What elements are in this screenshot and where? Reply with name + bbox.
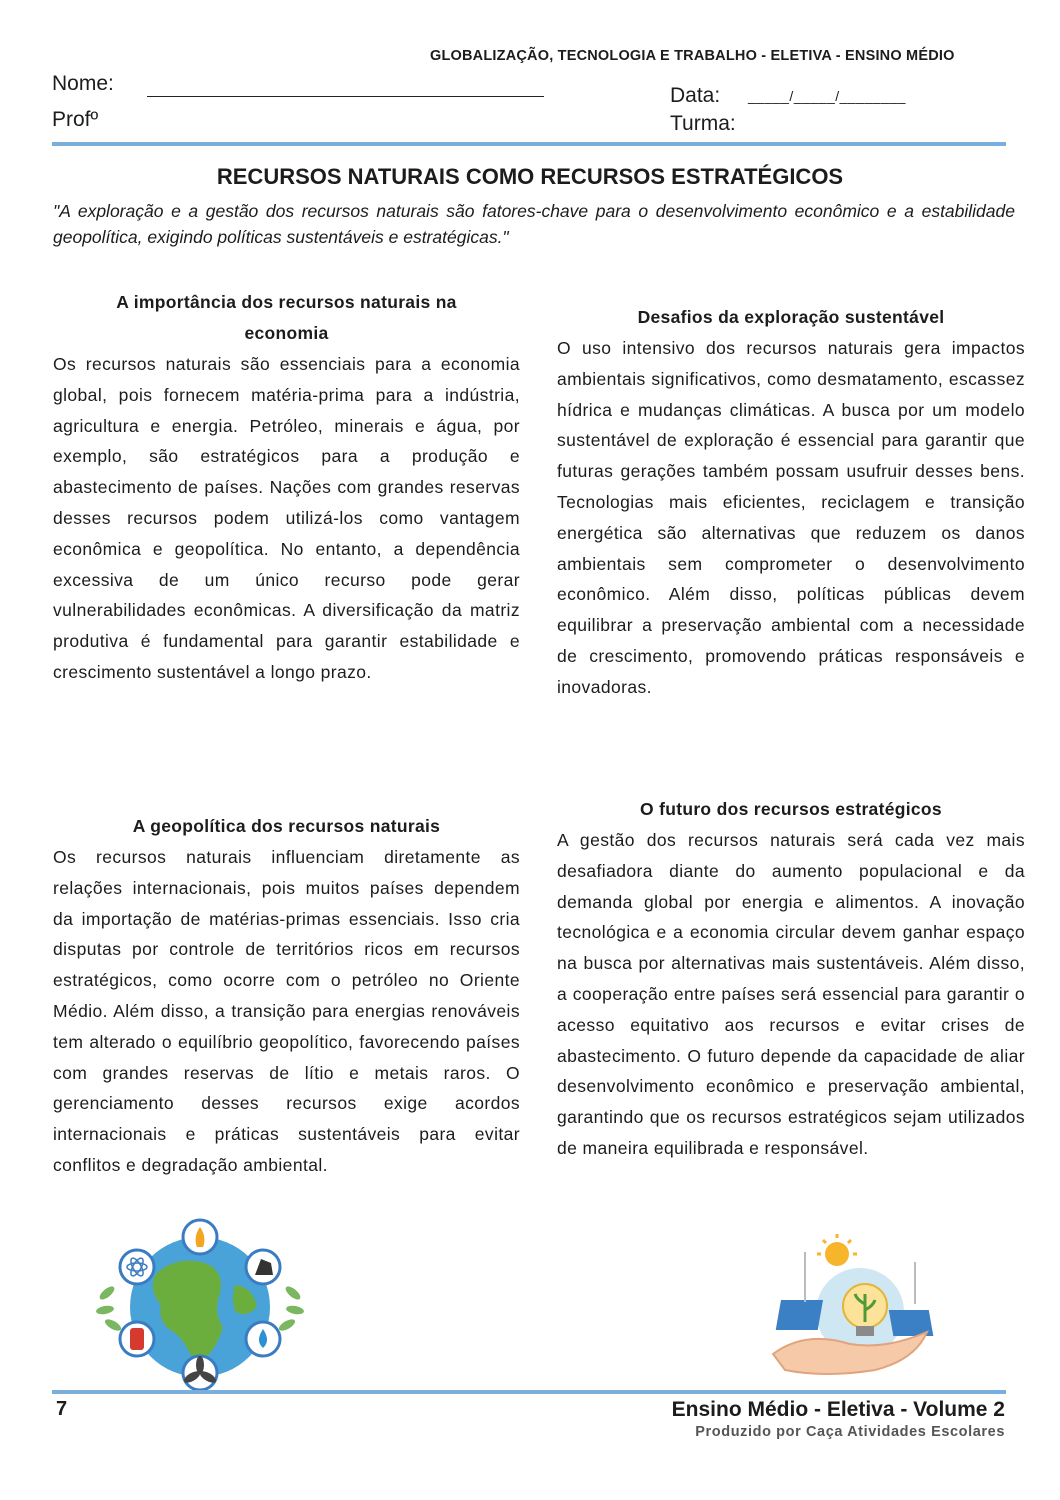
turma-label: Turma: xyxy=(670,112,736,135)
volume-label: Ensino Médio - Eletiva - Volume 2 xyxy=(671,1398,1005,1421)
prof-label: Profº xyxy=(52,108,99,131)
data-label: Data: xyxy=(670,84,721,107)
producer-credit: Produzido por Caça Atividades Escolares xyxy=(695,1424,1005,1440)
course-header: GLOBALIZAÇÃO, TECNOLOGIA E TRABALHO - ELETIVA - ENSINO MÉDIO xyxy=(430,48,955,64)
footer-divider xyxy=(52,1390,1006,1394)
header-divider xyxy=(52,142,1006,146)
section-title: A geopolítica dos recursos naturais xyxy=(132,816,441,836)
section-body: A gestão dos recursos naturais será cada vez mais desafiadora diante do aumento populacional e da demanda global por energia e alimentos. A inovação tecnológica e a economia circular devem ganhar espaço na busca por alternativas mais sustentáveis. Além disso, a cooperação entre países será essencial para garantir o acesso equitativo aos recursos e evitar crises de abastecimento. O futuro depende da capacidade de aliar desenvolvimento econômico e preservação ambiental, garantindo que os recursos estratégicos sejam utilizados de maneira equilibrada e responsável. xyxy=(557,830,1025,1158)
section-body: O uso intensivo dos recursos naturais gera impactos ambientais significativos, como desmatamento, escassez hídrica e mudanças climáticas. A busca por um modelo sustentável de exploração é essencial para garantir que futuras gerações também possam usufruir desses bens. Tecnologias mais eficientes, reciclagem e transição energética são alternativas que reduzem os danos ambientais sem comprometer o desenvolvimento econômico. Além disso, políticas públicas devem equilibrar a preservação ambiental com a necessidade de crescimento, promovendo práticas responsáveis e inovadoras. xyxy=(557,338,1025,697)
section-body: Os recursos naturais influenciam diretamente as relações internacionais, pois muitos países dependem da importação de matérias-primas essenciais. Isso cria disputas por controle de territórios ricos em recursos estratégicos, como ocorre com o petróleo no Oriente Médio. Além disso, a transição para energias renováveis tem alterado o equilíbrio geopolítico, favorecendo países com grandes reservas de lítio e metais raros. O gerenciamento desses recursos exige acordos internacionais e práticas sustentáveis para evitar conflitos e degradação ambiental. xyxy=(53,847,520,1175)
section-importancia xyxy=(53,287,520,688)
section-title: Desafios da exploração sustentável xyxy=(637,307,945,327)
page-number: 7 xyxy=(56,1398,68,1420)
data-field[interactable]: _____/_____/________ xyxy=(748,88,906,104)
globe-resources-icon xyxy=(95,1215,305,1395)
section-desafios xyxy=(557,302,1025,703)
section-title: A importância dos recursos naturais na economia xyxy=(116,292,457,343)
section-body: Os recursos naturais são essenciais para a economia global, pois fornecem matéria-prima para a indústria, agricultura e energia. Petróleo, minerais e água, por exemplo, são estratégicos para a produção e abastecimento de países. Nações com grandes reservas desses recursos podem utilizá-los como vantagem econômica e geopolítica. No entanto, a dependência excessiva de um único recurso pode gerar vulnerabilidades econômicas. A diversificação da matriz produtiva é fundamental para garantir estabilidade e crescimento sustentável a longo prazo. xyxy=(53,354,520,682)
hand-bulb-renewable-icon xyxy=(765,1232,935,1377)
nome-field[interactable] xyxy=(147,96,544,97)
nome-label: Nome: xyxy=(52,72,114,95)
intro-quote: "A exploração e a gestão dos recursos naturais são fatores-chave para o desenvolvimento econômico e a estabilidade geopolítica, exigindo políticas sustentáveis e estratégicas." xyxy=(53,201,1015,247)
section-geopolitica xyxy=(53,811,520,1181)
section-futuro xyxy=(557,794,1025,1164)
section-title: O futuro dos recursos estratégicos xyxy=(640,799,942,819)
page-title: RECURSOS NATURAIS COMO RECURSOS ESTRATÉGICOS xyxy=(216,164,844,189)
